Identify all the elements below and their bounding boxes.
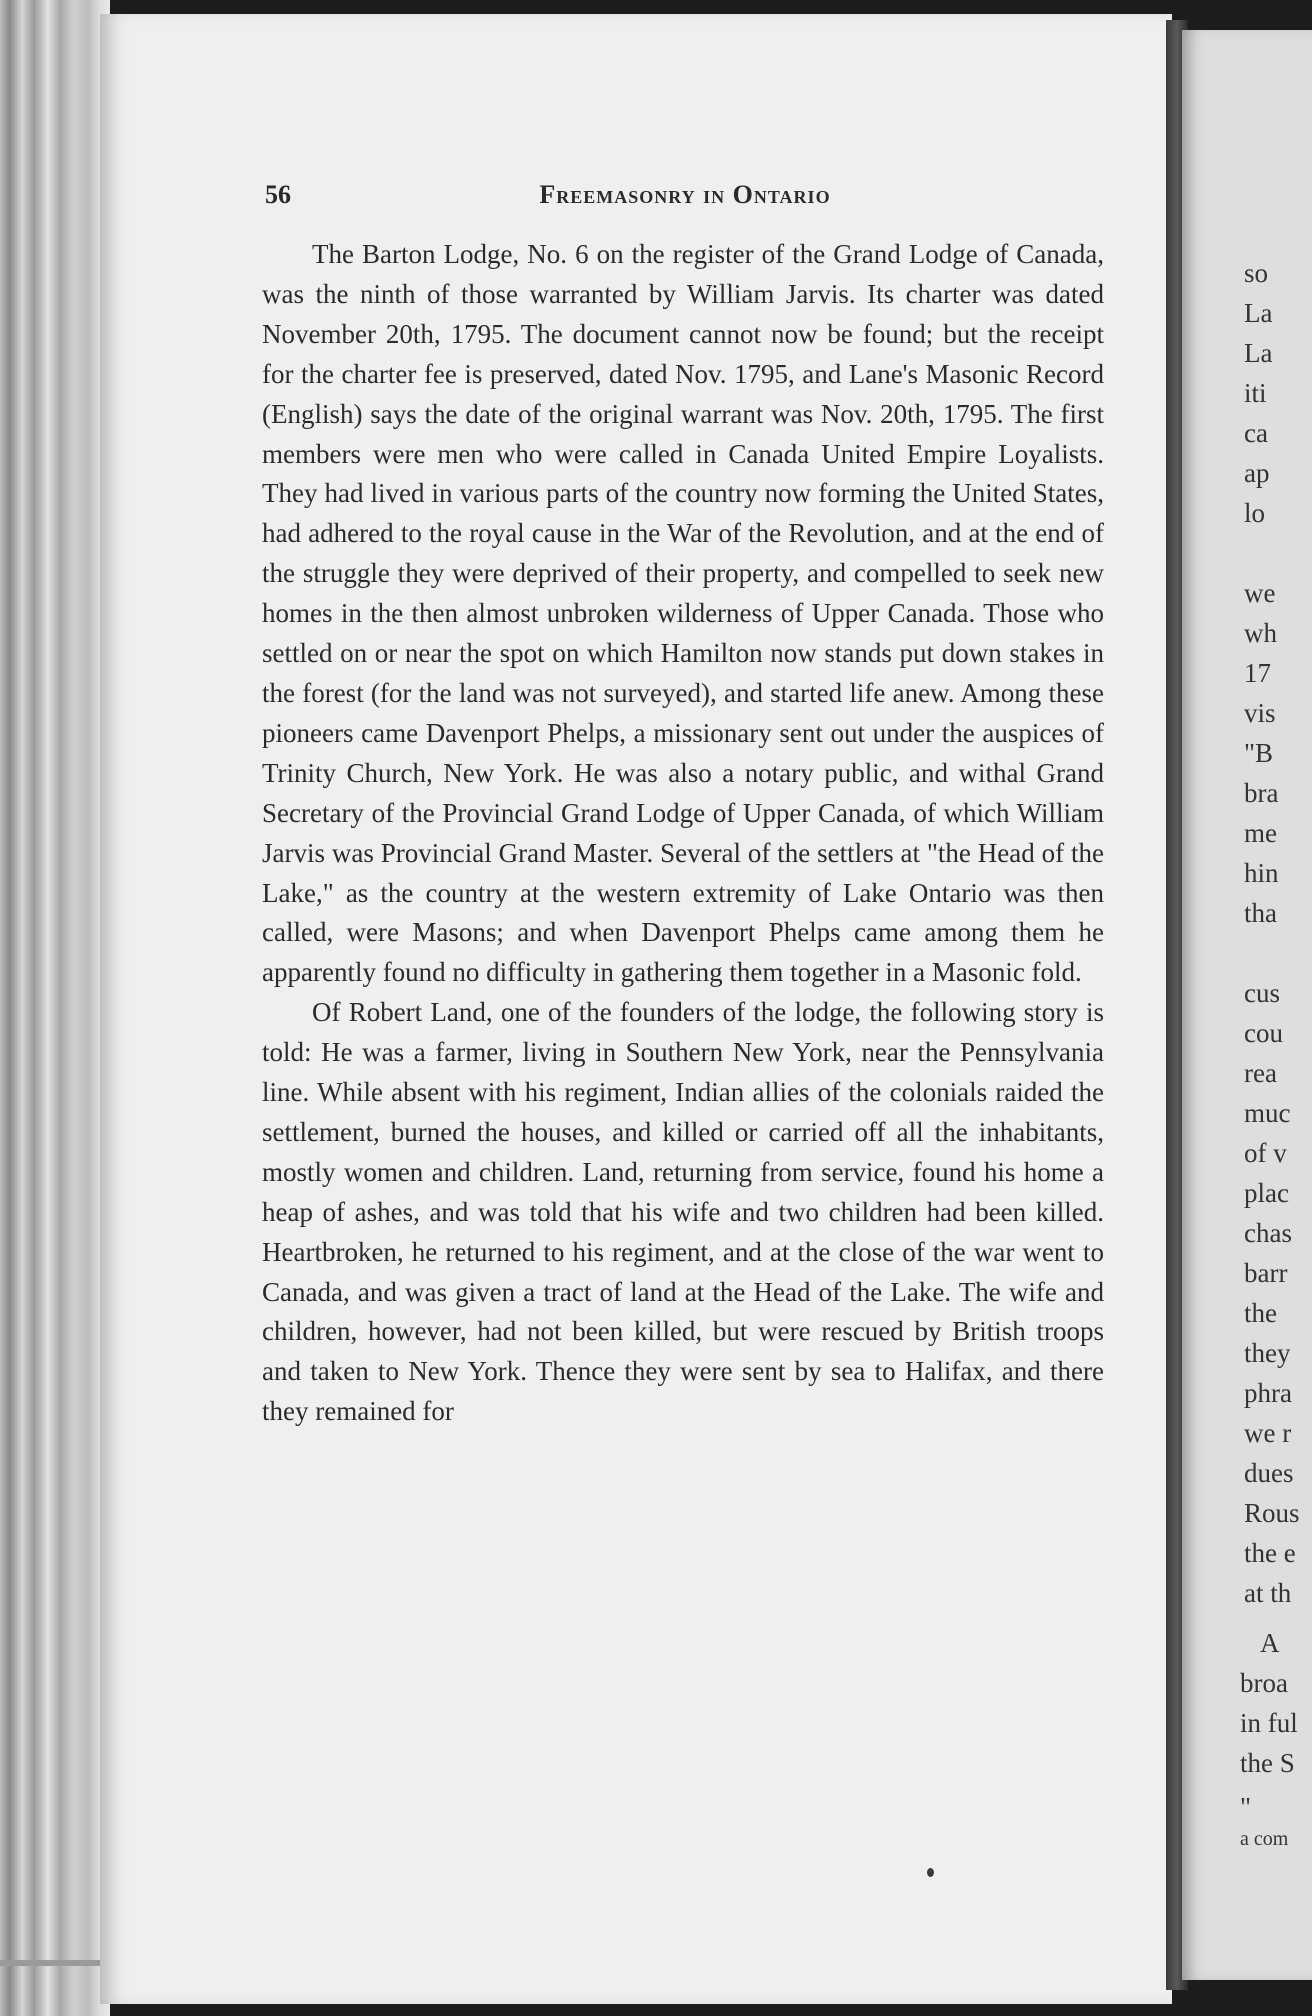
facing-page-fragment: barr: [1244, 1258, 1288, 1288]
facing-page-fragment: a com: [1240, 1828, 1289, 1850]
facing-page-fragment: we: [1244, 578, 1276, 608]
running-title: Freemasonry in Ontario: [539, 180, 831, 209]
facing-page-fragment: the e: [1244, 1538, 1296, 1568]
facing-page-fragment: at th: [1244, 1578, 1292, 1608]
facing-page-fragment: 17: [1244, 658, 1271, 688]
facing-page-fragment: the S: [1240, 1748, 1295, 1778]
facing-page-fragment: of v: [1244, 1138, 1287, 1168]
paragraph-robert-land: Of Robert Land, one of the founders of the lodge, the following story is told: He was a farmer, living in Southern New York, near the Pennsylvania line. While absent with his regiment, Indian allies of the colonials raided the settlement, burned the houses, and killed or carried off all the inhabitants, mostly women and children. Land, returning from service, found his home a heap of ashes, and was told that his wife and two children had been killed. Heartbroken, he returned to his regiment, and at the close of the war went to Canada, and was given a tract of land at the Head of the Lake. The wife and children, however, had not been killed, but were rescued by British troops and taken to New York. Thence they were sent by sea to Halifax, and there they remained for: [262, 997, 1104, 1427]
facing-page-fragment: ": [1240, 1792, 1252, 1822]
facing-page-fragment: cou: [1244, 1018, 1283, 1048]
facing-page-fragment: me: [1244, 818, 1277, 848]
facing-page-fragment: bra: [1244, 778, 1279, 808]
facing-page-fragment: A: [1260, 1628, 1280, 1658]
body-text: [262, 235, 1104, 1432]
page-speck-mark: [927, 1868, 934, 1877]
facing-page-fragment: "B: [1244, 738, 1274, 768]
facing-page-fragment: broa: [1240, 1668, 1288, 1698]
facing-page-fragment: lo: [1244, 498, 1266, 528]
facing-page-fragment: we r: [1244, 1418, 1292, 1448]
facing-page-fragment: vis: [1244, 698, 1276, 728]
running-head: [265, 180, 1105, 220]
paragraph-barton-lodge: The Barton Lodge, No. 6 on the register of the Grand Lodge of Canada, was the ninth of those warranted by William Jarvis. Its charter was dated November 20th, 1795. The document cannot now be found; but the receipt for the charter fee is preserved, dated Nov. 1795, and Lane's Masonic Record (English) says the date of the original warrant was Nov. 20th, 1795. The first members were men who were called in Canada United Empire Loyalists. They had lived in various parts of the country now forming the United States, had adhered to the royal cause in the War of the Revolution, and at the end of the struggle they were deprived of their property, and compelled to seek new homes in the then almost unbroken wilderness of Upper Canada. Those who settled on or near the spot on which Hamilton now stands put down stakes in the forest (for the land was not surveyed), and started life anew. Among these pioneers came Davenport Phelps, a missionary sent out under the auspices of Trinity Church, New York. He was also a notary public, and withal Grand Secretary of the Provincial Grand Lodge of Upper Canada, of which William Jarvis was Provincial Grand Master. Several of the settlers at "the Head of the Lake," as the country at the western extremity of Lake Ontario was then called, were Masons; and when Davenport Phelps came among them he apparently found no difficulty in gathering them together in a Masonic fold.: [262, 239, 1104, 988]
facing-page-fragment: Rous: [1244, 1498, 1300, 1528]
facing-page-fragment: cus: [1244, 978, 1280, 1008]
facing-page-fragment: chas: [1244, 1218, 1292, 1248]
facing-page-fragment: so: [1244, 258, 1269, 288]
facing-page-edge: [1182, 30, 1312, 1980]
facing-page-fragment: rea: [1244, 1058, 1277, 1088]
facing-page-fragment: hin: [1244, 858, 1279, 888]
facing-page-fragment: they: [1244, 1338, 1291, 1368]
facing-page-fragment: dues: [1244, 1458, 1294, 1488]
book-binding-edges: [0, 0, 110, 2016]
facing-page-fragment: wh: [1244, 618, 1277, 648]
facing-page-fragment: tha: [1244, 898, 1277, 928]
facing-page-fragment: ap: [1244, 458, 1270, 488]
facing-page-fragment: La: [1244, 298, 1273, 328]
facing-page-fragment: the: [1244, 1298, 1277, 1328]
page-number: 56: [265, 180, 291, 209]
facing-page-fragment: in ful: [1240, 1708, 1298, 1738]
facing-page-fragment: muc: [1244, 1098, 1291, 1128]
facing-page-fragment: ca: [1244, 418, 1268, 448]
facing-page-fragment: La: [1244, 338, 1273, 368]
facing-page-fragment: plac: [1244, 1178, 1289, 1208]
facing-page-fragment: iti: [1244, 378, 1267, 408]
facing-page-fragment: phra: [1244, 1378, 1292, 1408]
